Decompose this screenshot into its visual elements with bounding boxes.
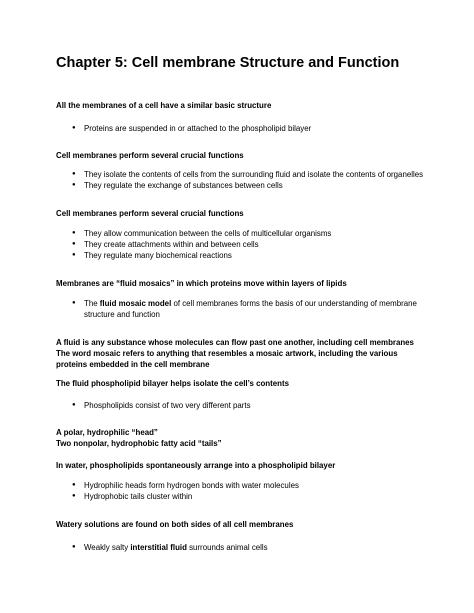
section-heading: Watery solutions are found on both sides of all cell membranes [56, 520, 294, 529]
bullet-icon: ● [72, 182, 76, 188]
bullet-icon: ● [72, 493, 76, 499]
bullet-icon: ● [72, 230, 76, 236]
list-item-text: Phospholipids consist of two very different parts [84, 401, 251, 410]
bullet-icon: ● [72, 252, 76, 258]
list-item-text: They allow communication between the cells of multicellular organisms [84, 229, 332, 238]
list-item-text: They regulate the exchange of substances between cells [84, 181, 283, 190]
bullet-icon: ● [72, 482, 76, 488]
list-item-text: Hydrophilic heads form hydrogen bonds with water molecules [84, 481, 299, 490]
section-heading: Two nonpolar, hydrophobic fatty acid “tails” [56, 439, 222, 448]
section-heading: The word mosaic refers to anything that resembles a mosaic artwork, including the various [56, 349, 398, 358]
bullet-icon: ● [72, 402, 76, 408]
section-heading: All the membranes of a cell have a similar basic structure [56, 101, 272, 110]
bullet-icon: ● [72, 300, 76, 306]
bullet-icon: ● [72, 125, 76, 131]
bullet-icon: ● [72, 241, 76, 247]
list-item-text: They isolate the contents of cells from the surrounding fluid and isolate the contents of organelles [84, 170, 424, 179]
section-heading: A fluid is any substance whose molecules can flow past one another, including cell membranes [56, 338, 414, 347]
list-item-text: They regulate many biochemical reactions [84, 251, 232, 260]
section-heading: Cell membranes perform several crucial functions [56, 209, 244, 218]
section-heading: proteins embedded in the cell membrane [56, 360, 210, 369]
list-item-text: structure and function [84, 310, 160, 319]
section-heading: Membranes are “fluid mosaics” in which proteins move within layers of lipids [56, 279, 347, 288]
list-item-text: Proteins are suspended in or attached to the phospholipid bilayer [84, 124, 312, 133]
bullet-icon: ● [72, 544, 76, 550]
list-item-text: They create attachments within and between cells [84, 240, 259, 249]
bold-term: interstitial fluid [130, 543, 187, 552]
section-heading: A polar, hydrophilic “head” [56, 428, 158, 437]
bullet-icon: ● [72, 171, 76, 177]
list-item-text: The fluid mosaic model of cell membranes forms the basis of our understanding of membrane [84, 299, 417, 308]
page-title: Chapter 5: Cell membrane Structure and Function [56, 55, 400, 71]
list-item-text: Weakly salty interstitial fluid surrounds animal cells [84, 543, 268, 552]
section-heading: In water, phospholipids spontaneously arrange into a phospholipid bilayer [56, 461, 336, 470]
section-heading: Cell membranes perform several crucial functions [56, 151, 244, 160]
section-heading: The fluid phospholipid bilayer helps isolate the cell’s contents [56, 379, 289, 388]
list-item-text: Hydrophobic tails cluster within [84, 492, 193, 501]
bold-term: fluid mosaic model [99, 299, 172, 308]
